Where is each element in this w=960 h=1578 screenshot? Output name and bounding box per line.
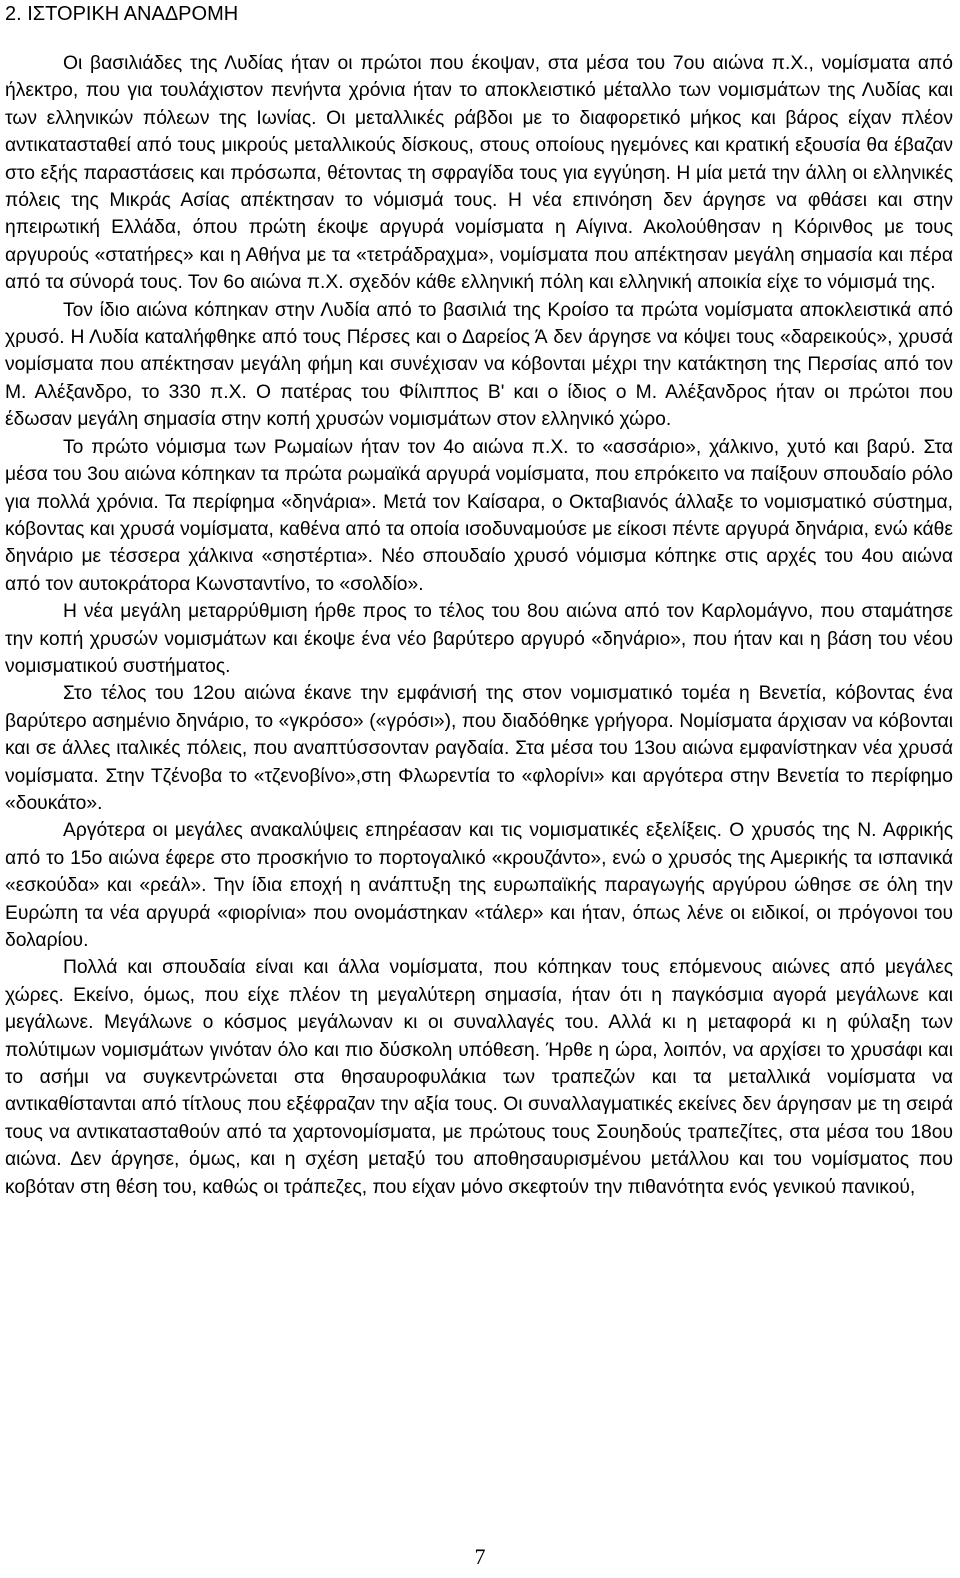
paragraph-lydia-origins: Οι βασιλιάδες της Λυδίας ήταν οι πρώτοι που έκοψαν, στα μέσα του 7ου αιώνα π.Χ., νομίσματα από ήλεκτρο, που για τουλάχιστον πενήντα χρόνια ήταν το αποκλειστικό μέταλλο των νομισμάτων της Λυδίας και των ελληνικών πόλεων της Ιωνίας. Οι μεταλλικές ράβδοι με το διαφορετικό μήκος και βάρος είχαν πλέον αντικατασταθεί από τους μικρούς μεταλλικούς δίσκους, στους οποίους ηγεμόνες και κρατική εξουσία θα έβαζαν στο εξής παραστάσεις και πρόσωπα, θέτοντας τη σφραγίδα τους για εγγύηση. Η μία μετά την άλλη οι ελληνικές πόλεις της Μικράς Ασίας απέκτησαν το νόμισμά τους. Η νέα επινόηση δεν άργησε να φθάσει και στην ηπειρωτική Ελλάδα, όπου πρώτη έκοψε αργυρά νομίσματα η Αίγινα. Ακολούθησαν η Κόρινθος με τους αργυρούς «στατήρες» και η Αθήνα με τα «τετράδραχμα», νομίσματα που απέκτησαν μεγάλη σημασία και πέρα από τα σύνορά τους. Τον 6ο αιώνα π.Χ. σχεδόν κάθε ελληνική πόλη και ελληνική αποικία είχε το νόμισμά της. <box>5 53 953 294</box>
paragraph-venice: Στο τέλος του 12ου αιώνα έκανε την εμφάνισή της στον νομισματικό τομέα η Βενετία, κόβοντας ένα βαρύτερο ασημένιο δηνάριο, το «γκρόσο» («γρόσι»), που διαδόθηκε γρήγορα. Νομίσματα άρχισαν να κόβονται και σε άλλες ιταλικές πόλεις, που αναπτύσσονταν ραγδαία. Στα μέσα του 13ου αιώνα εμφανίστηκαν νέα χρυσά νομίσματα. Στην Τζένοβα το «τζενοβίνο»,στη Φλωρεντία το «φλορίνι» και αργότερα στην Βενετία το περίφημο «δουκάτο». <box>5 683 953 814</box>
paragraph-charlemagne: Η νέα μεγάλη μεταρρύθμιση ήρθε προς το τέλος του 8ου αιώνα από τον Καρλομάγνο, που σταμάτησε την κοπή χρυσών νομισμάτων και έκοψε ένα νέο βαρύτερο αργυρό «δηνάριο», που ήταν και η βάση του νέου νομισματικού συστήματος. <box>5 601 953 677</box>
paragraph-discoveries: Αργότερα οι μεγάλες ανακαλύψεις επηρέασαν και τις νομισματικές εξελίξεις. Ο χρυσός της Ν. Αφρικής από το 15ο αιώνα έφερε στο προσκήνιο το πορτογαλικό «κρουζάντο», ενώ ο χρυσός της Αμερικής τα ισπανικά «εσκούδα» και «ρεάλ». Την ίδια εποχή η ανάπτυξη της ευρωπαϊκής παραγωγής αργύρου ώθησε σε όλη την Ευρώπη τα νέα αργυρά «φιορίνια» που ονομάστηκαν «τάλερ» και ήταν, όπως λένε οι ειδικοί, οι πρόγονοι του δολαρίου. <box>5 820 953 951</box>
paragraph-gold-coins: Τον ίδιο αιώνα κόπηκαν στην Λυδία από το βασιλιά της Κροίσο τα πρώτα νομίσματα αποκλειστικά από χρυσό. Η Λυδία καταλήφθηκε από τους Πέρσες και ο Δαρείος Ά δεν άργησε να κόψει τους «δαρεικούς», χρυσά νομίσματα που απέκτησαν μεγάλη φήμη και συνέχισαν να κόβονται μέχρι την κατάκτηση της Περσίας από τον Μ. Αλέξανδρο, το 330 π.Χ. Ο πατέρας του Φίλιππος Β' και ο ίδιος ο Μ. Αλέξανδρος ήταν οι πρώτοι που έδωσαν μεγάλη σημασία στην κοπή χρυσών νομισμάτων στον ελληνικό χώρο. <box>5 299 953 431</box>
paragraph-banknotes: Πολλά και σπουδαία είναι και άλλα νομίσματα, που κόπηκαν τους επόμενους αιώνες από μεγάλες χώρες. Εκείνο, όμως, που είχε πλέον τη μεγαλύτερη σημασία, ήταν ότι η παγκόσμια αγορά μεγάλωνε και μεγάλωνε. Μεγάλωνε ο κόσμος μεγάλωναν κι οι συναλλαγές του. Αλλά κι η μεταφορά κι η φύλαξη των πολύτιμων νομισμάτων γινόταν όλο και πιο δύσκολη υπόθεση. Ήρθε η ώρα, λοιπόν, να αρχίσει το χρυσάφι και το ασήμι να συγκεντρώνεται στα θησαυροφυλάκια των τραπεζών και τα μεταλλικά νομίσματα να αντικαθίστανται από τίτλους που εξέφραζαν την αξία τους. Οι συναλλαγματικές εκείνες δεν άργησαν με τη σειρά τους να αντικατασταθούν από τα χαρτονομίσματα, με πρώτους τους Σουηδούς τραπεζίτες, στα μέσα του 18ου αιώνα. Δεν άργησε, όμως, και η σχέση μεταξύ του αποθησαυρισμένου μετάλλου και του νομίσματος που κοβόταν στη θέση του, καθώς οι τράπεζες, που είχαν μόνο σκεφτούν την πιθανότητα ενός γενικού πανικού, <box>5 957 953 1198</box>
paragraph-roman-coins: Το πρώτο νόμισμα των Ρωμαίων ήταν τον 4ο αιώνα π.Χ. το «ασσάριο», χάλκινο, χυτό και βαρύ. Στα μέσα του 3ου αιώνα κόπηκαν τα πρώτα ρωμαϊκά αργυρά νομίσματα, που επρόκειτο να παίξουν σπουδαίο ρόλο για πολλά χρόνια. Τα περίφημα «δηνάρια». Μετά τον Καίσαρα, ο Οκταβιανός άλλαξε το νομισματικό σύστημα, κόβοντας και χρυσά νομίσματα, καθένα από τα οποία ισοδυναμούσε με είκοσι πέντε αργυρά δηνάρια, ενώ κάθε δηνάριο με τέσσερα χάλκινα «σηστέρτια». Νέο σπουδαίο χρυσό νόμισμα κόπηκε στις αρχές του 4ου αιώνα από τον αυτοκράτορα Κωνσταντίνο, το «σολδίο». <box>5 436 953 595</box>
body-text <box>5 50 953 1201</box>
page-number: 7 <box>474 1544 486 1569</box>
section-heading: 2. ΙΣΤΟΡΙΚΗ ΑΝΑΔΡΟΜΗ <box>5 3 239 25</box>
